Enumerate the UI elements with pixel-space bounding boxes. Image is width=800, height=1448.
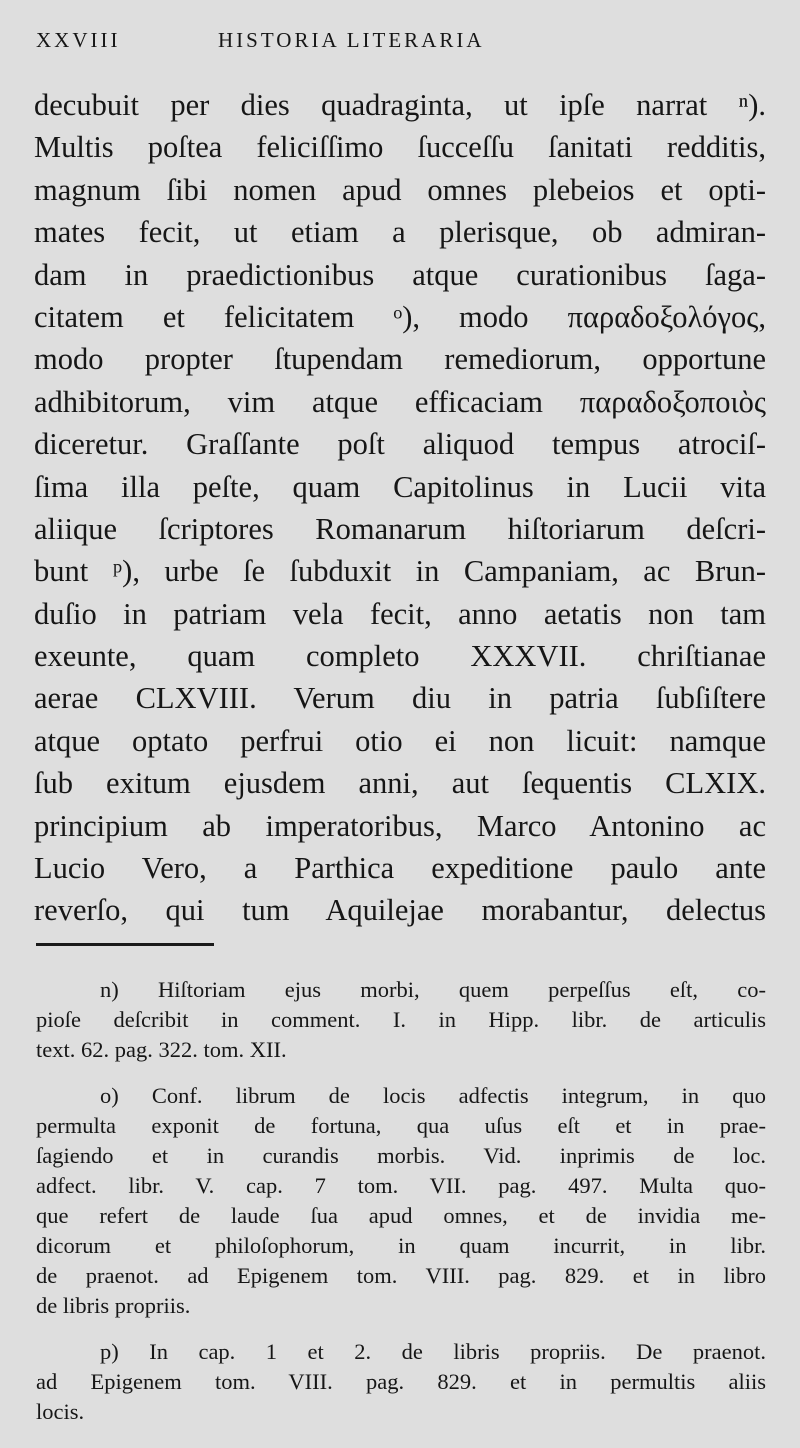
footnotes xyxy=(36,975,766,1443)
footnote-line: o) Conf. librum de locis adfectis integrum, in quo xyxy=(100,1083,766,1108)
text-line: ſub exitum ejusdem anni, aut ſequentis CLXIX. xyxy=(34,766,766,801)
text-line: aerae CLXVIII. Verum diu in patria ſubſiſtere xyxy=(34,681,766,716)
footnote-line: de praenot. ad Epigenem tom. VIII. pag. 829. et in libro xyxy=(36,1263,766,1288)
text-line: principium ab imperatoribus, Marco Antonino ac xyxy=(34,808,766,843)
footnote-line: locis. xyxy=(36,1399,85,1424)
page-number: XXVIII xyxy=(36,28,121,52)
footnote-line: permulta exponit de fortuna, qua uſus eſt et in prae- xyxy=(36,1113,766,1138)
footnote-n xyxy=(36,975,766,1065)
text-line: citatem et felicitatem ᵒ), modo παραδοξολόγος, xyxy=(34,299,766,334)
footnote-divider xyxy=(36,943,214,946)
footnote-line: text. 62. pag. 322. tom. XII. xyxy=(36,1037,287,1062)
main-text xyxy=(34,84,766,932)
text-line: decubuit per dies quadraginta, ut ipſe narrat ⁿ). xyxy=(34,88,766,122)
text-line: Lucio Vero, a Parthica expeditione paulo ante xyxy=(34,851,766,886)
text-line: magnum ſibi nomen apud omnes plebeios et opti- xyxy=(34,172,766,207)
footnote-line: dicorum et philoſophorum, in quam incurrit, in libr. xyxy=(36,1233,766,1258)
text-line: modo propter ſtupendam remediorum, opportune xyxy=(34,342,766,377)
footnote-line: ſagiendo et in curandis morbis. Vid. inprimis de loc. xyxy=(36,1143,766,1168)
text-line: duſio in patriam vela fecit, anno aetatis non tam xyxy=(34,596,766,631)
footnote-p xyxy=(36,1337,766,1427)
footnote-line: adfect. libr. V. cap. 7 tom. VII. pag. 497. Multa quo- xyxy=(36,1173,766,1198)
footnote-line: p) In cap. 1 et 2. de libris propriis. De praenot. xyxy=(100,1339,766,1364)
footnote-line: pioſe deſcribit in comment. I. in Hipp. libr. de articulis xyxy=(36,1007,766,1032)
text-line: mates fecit, ut etiam a plerisque, ob admiran- xyxy=(34,215,766,250)
footnote-line: que refert de laude ſua apud omnes, et de invidia me- xyxy=(36,1203,766,1228)
running-title: HISTORIA LITERARIA xyxy=(218,28,485,52)
footnote-line: ad Epigenem tom. VIII. pag. 829. et in permultis aliis xyxy=(36,1369,766,1394)
text-line: adhibitorum, vim atque efficaciam παραδοξοποιὸς xyxy=(34,384,766,419)
text-line: reverſo, qui tum Aquilejae morabantur, delectus xyxy=(34,893,766,928)
text-line: ſima illa peſte, quam Capitolinus in Lucii vita xyxy=(34,469,766,504)
page-header xyxy=(36,28,768,60)
text-line: bunt ᵖ), urbe ſe ſubduxit in Campaniam, ac Brun- xyxy=(34,554,766,589)
text-line: diceretur. Graſſante poſt aliquod tempus atrociſ- xyxy=(34,427,766,462)
text-line: exeunte, quam completo XXXVII. chriſtianae xyxy=(34,639,766,674)
text-line: dam in praedictionibus atque curationibus ſaga- xyxy=(34,257,766,292)
text-line: Multis poſtea feliciſſimo ſucceſſu ſanitati redditis, xyxy=(34,130,766,165)
footnote-o xyxy=(36,1081,766,1321)
text-line: aliique ſcriptores Romanarum hiſtoriarum deſcri- xyxy=(34,511,766,546)
footnote-line: n) Hiſtoriam ejus morbi, quem perpeſſus eſt, co- xyxy=(100,977,766,1002)
text-line: atque optato perfrui otio ei non licuit: namque xyxy=(34,723,766,758)
footnote-line: de libris propriis. xyxy=(36,1293,191,1318)
